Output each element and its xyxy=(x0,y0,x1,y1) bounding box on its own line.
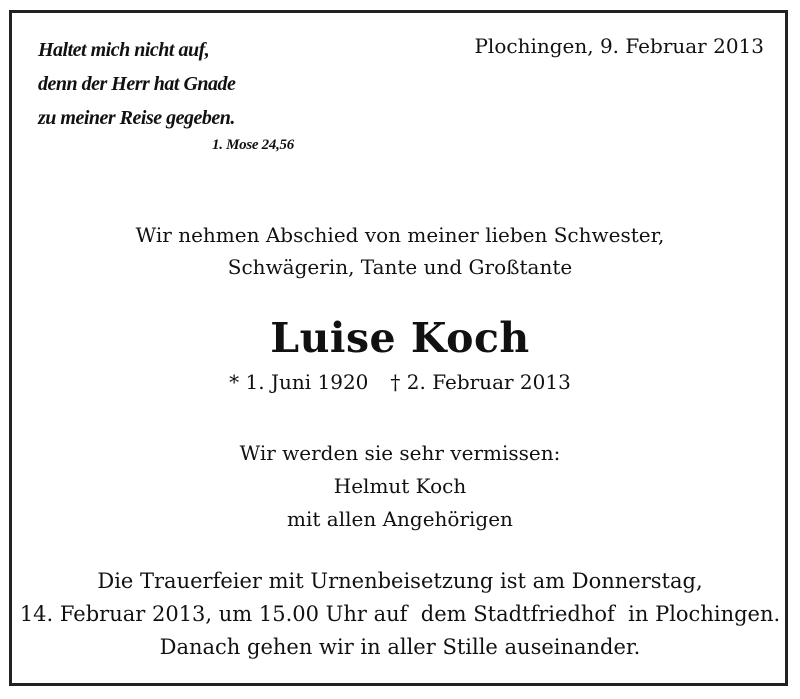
life-dates xyxy=(0,370,800,394)
verse-reference: 1. Mose 24,56 xyxy=(212,137,294,153)
verse-line: denn der Herr hat Gnade xyxy=(38,73,236,95)
farewell-line: Wir nehmen Abschied von meiner lieben Schwester, xyxy=(135,223,665,247)
funeral-service-info xyxy=(0,565,800,664)
deceased-name: Luise Koch xyxy=(270,314,530,362)
farewell-text xyxy=(0,219,800,283)
verse-line: zu meiner Reise gegeben. xyxy=(38,107,235,129)
mourner-name: Helmut Koch xyxy=(333,474,467,498)
place-and-date: Plochingen, 9. Februar 2013 xyxy=(474,34,764,58)
mourners-line: mit allen Angehörigen xyxy=(287,507,513,531)
birth-date: * 1. Juni 1920 xyxy=(229,370,369,394)
service-line: Die Trauerfeier mit Urnenbeisetzung ist am Donnerstag, xyxy=(97,569,703,593)
bible-verse xyxy=(38,33,235,135)
verse-line: Haltet mich nicht auf, xyxy=(38,39,210,61)
service-line: Danach gehen wir in aller Stille auseinander. xyxy=(159,635,641,659)
service-line: 14. Februar 2013, um 15.00 Uhr auf dem Stadtfriedhof in Plochingen. xyxy=(19,602,781,626)
death-date: † 2. Februar 2013 xyxy=(390,370,571,394)
mourners-line: Wir werden sie sehr vermissen: xyxy=(239,441,561,465)
farewell-line: Schwägerin, Tante und Großtante xyxy=(227,255,573,279)
mourners-block xyxy=(0,437,800,536)
